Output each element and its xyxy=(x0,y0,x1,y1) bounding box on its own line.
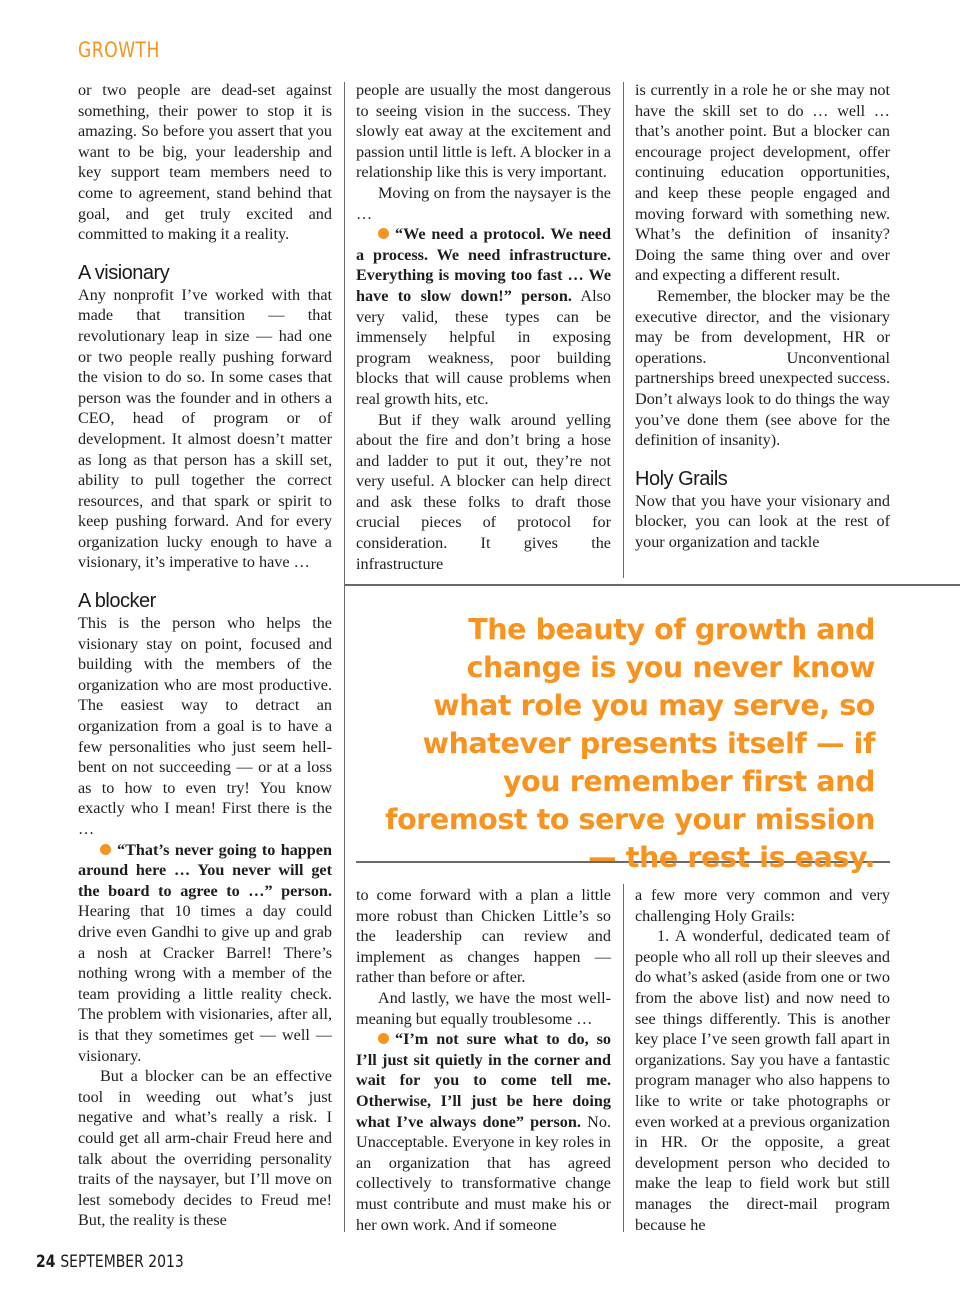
paragraph: Moving on from the naysayer is the … xyxy=(356,183,611,223)
paragraph: people are usually the most dangerous to seeing vision in the success. They slowly eat away at the excitement and passion until little is left. A blocker in a relationship like this is very important. xyxy=(356,81,611,182)
column-divider xyxy=(344,82,345,1232)
column-3 xyxy=(635,80,890,552)
paragraph-text: No. Unacceptable. Everyone in key roles in an organization that has agreed collectively to transformative change must contribute and must make his or her own work. And if someone xyxy=(356,1112,611,1234)
paragraph: And lastly, we have the most well-meaning but equally troublesome … xyxy=(356,988,611,1028)
subhead-blocker: A blocker xyxy=(78,590,156,613)
subhead-visionary: A visionary xyxy=(78,261,170,284)
paragraph xyxy=(356,224,611,409)
paragraph xyxy=(356,1029,611,1235)
paragraph: to come forward with a plan a little more robust than Chicken Little’s so the leadership can review and implement as changes happen — rather than before or after. xyxy=(356,886,611,987)
page-number: 24 xyxy=(36,1252,56,1272)
paragraph xyxy=(78,840,332,1067)
section-label: GROWTH xyxy=(78,38,160,62)
pullquote-top-rule xyxy=(344,584,960,586)
paragraph: 1. A wonderful, dedicated team of people who all roll up their sleeves and do what’s asked (aside from one or two from the above list) and now need to see things differently. This is another key place I’ve seen growth fall apart in organizations. Say you have a fantastic program manager who also happens to like to write or take photographs or even worked at a previous organization in HR. Or the opposite, a great development person who decided to make the leap to field work but still manages the direct-mail program because he xyxy=(635,927,890,1234)
column-2 xyxy=(356,80,611,574)
paragraph: Any nonprofit I’ve worked with that made that transition — that revolutionary leap in size — had one or two people really pushing forward the vision to do so. In some cases that person was the founder and in others a CEO, head of program or of development. It almost doesn’t matter as long as that person has a skill set, ability to pull together the correct resources, and that spark or spirit to keep pushing forward. And for every organization lucky enough to have a visionary, it’s imperative to have … xyxy=(78,285,332,572)
bold-lead: “That’s never going to happen around here … You never will get the board to agree to …” person. xyxy=(78,840,332,900)
column-divider xyxy=(623,82,624,578)
column-divider xyxy=(623,884,624,1232)
paragraph: a few more very common and very challenging Holy Grails: xyxy=(635,886,890,925)
issue-date: SEPTEMBER 2013 xyxy=(60,1252,184,1272)
paragraph: But a blocker can be an effective tool in weeding out what’s just negative and what’s really a risk. I could get all arm-chair Freud here and talk about the overriding personality traits of the naysayer, but I’ll move on lest somebody decides to Freud me! But, the reality is these xyxy=(78,1067,332,1230)
page-footer xyxy=(36,1252,184,1272)
paragraph-text: Hearing that 10 times a day could drive even Gandhi to give up and grab a nosh at Cracker Barrel! There’s nothing wrong with a member of the team providing a little reality check. The problem with visionaries, after all, is that they sometimes get — well — visionary. xyxy=(78,902,332,1065)
bold-lead: “I’m not sure what to do, so I’ll just sit quietly in the corner and wait for you to come tell me. Otherwise, I’ll just be here doing what I’ve always done” person. xyxy=(356,1030,611,1131)
paragraph: Remember, the blocker may be the executive director, and the visionary may be from development, HR or operations. Unconventional partnerships breed unexpected success. Don’t always look to do things the way you’ve done them (see above for the definition of insanity). xyxy=(635,286,890,450)
bullet-dot-icon xyxy=(378,1033,389,1044)
bold-lead: “We need a protocol. We need a process. We need infrastructure. Everything is moving too fast … We have to slow down!” person. xyxy=(356,225,611,305)
subhead-holy-grails: Holy Grails xyxy=(635,467,728,490)
bullet-dot-icon xyxy=(378,228,389,239)
column-3-lower xyxy=(635,885,890,1235)
paragraph: But if they walk around yelling about the fire and don’t bring a hose and ladder to put it out, they’re not very useful. A blocker can help direct and ask these folks to draft those crucial pieces of protocol for consideration. It gives the infrastructure xyxy=(356,410,611,573)
column-2-lower xyxy=(356,885,611,1235)
paragraph-text: Also very valid, these types can be immensely helpful in exposing program weakness, poor building blocks that will cause problems when real growth hits, etc. xyxy=(356,286,612,408)
column-1 xyxy=(78,80,332,1231)
pull-quote: The beauty of growth and change is you never know what role you may serve, so whatever presents itself — if you remember first and foremost to serve your mission — the rest is easy. xyxy=(385,613,875,874)
paragraph: or two people are dead-set against something, their power to stop it is amazing. So before you assert that you want to be big, your leadership and key support team members need to come to agreement, stand behind that goal, and get truly excited and committed to making it a reality. xyxy=(78,81,332,244)
paragraph: This is the person who helps the visionary stay on point, focused and building with the members of the organization who are most productive. The easiest way to detract an organization from a goal is to have a few personalities who just seem hell-bent on not succeeding — or at a loss as to how to even try! You know exactly who I mean! First there is the … xyxy=(78,614,332,838)
paragraph: Now that you have your visionary and blocker, you can look at the rest of your organization and tackle xyxy=(635,491,890,551)
paragraph: is currently in a role he or she may not have the skill set to do … well … that’s another point. But a blocker can encourage project development, offer continuing education opportunities, and keep these people engaged and moving forward with something new. What’s the definition of insanity? Doing the same thing over and over and expecting a different result. xyxy=(635,81,890,285)
bullet-dot-icon xyxy=(100,844,111,855)
